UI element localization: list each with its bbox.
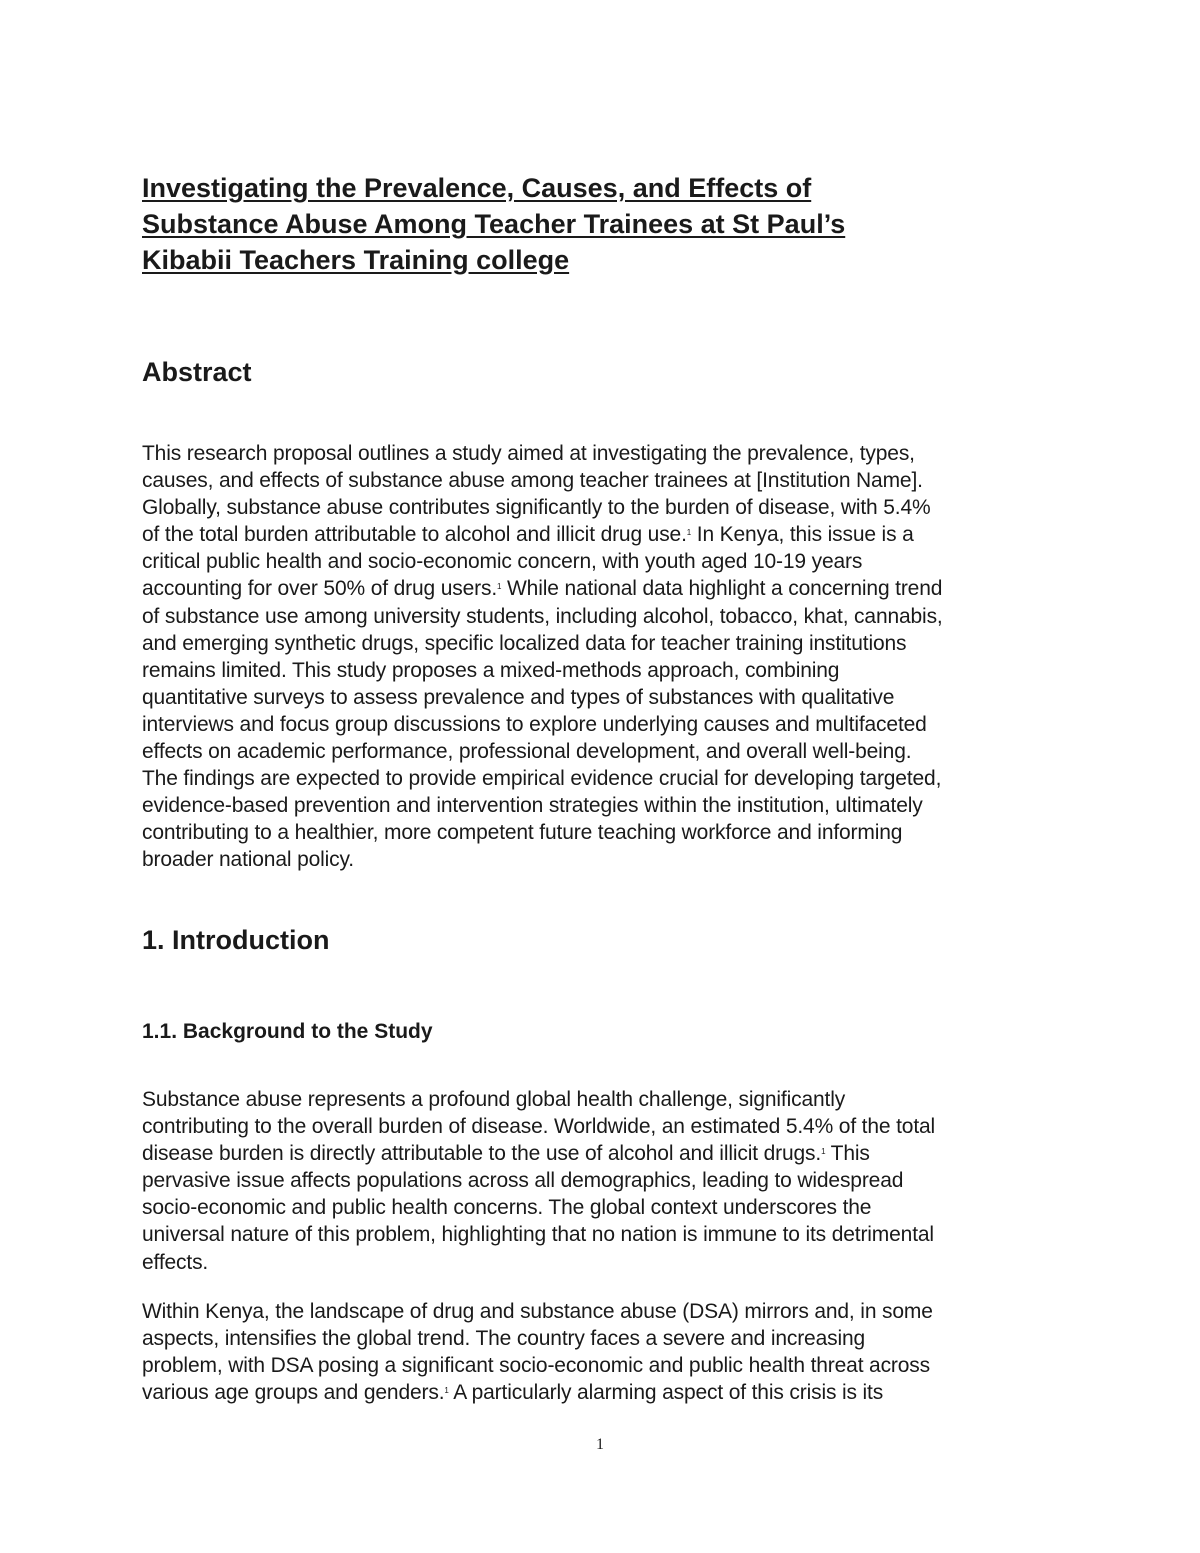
abstract-line: effects on academic performance, professional development, and overall well-being. bbox=[142, 740, 912, 764]
abstract-line: While national data highlight a concerning trend bbox=[501, 577, 943, 601]
title-line-2: Substance Abuse Among Teacher Trainees at St Paul’s bbox=[142, 209, 846, 239]
page-number: 1 bbox=[596, 1436, 604, 1453]
abstract-line: and emerging synthetic drugs, specific localized data for teacher training institutions bbox=[142, 631, 907, 655]
title-line-1: Investigating the Prevalence, Causes, and Effects of bbox=[142, 173, 812, 203]
paragraph-line: Substance abuse represents a profound global health challenge, significantly bbox=[142, 1088, 846, 1111]
abstract-line: of the total burden attributable to alcohol and illicit drug use. bbox=[142, 523, 687, 547]
footnote-marker[interactable]: 1 bbox=[686, 528, 692, 538]
document-title bbox=[142, 170, 1062, 278]
abstract-line: causes, and effects of substance abuse among teacher trainees at [Institution Name]. bbox=[142, 469, 923, 493]
paragraph-line: Within Kenya, the landscape of drug and substance abuse (DSA) mirrors and, in some bbox=[142, 1300, 933, 1323]
abstract-line: remains limited. This study proposes a mixed-methods approach, combining bbox=[142, 658, 840, 682]
abstract-line: Globally, substance abuse contributes significantly to the burden of disease, with 5.4% bbox=[142, 496, 931, 520]
introduction-heading: 1. Introduction bbox=[142, 925, 330, 955]
paragraph-line: aspects, intensifies the global trend. The country faces a severe and increasing bbox=[142, 1327, 866, 1351]
abstract-heading: Abstract bbox=[142, 357, 252, 387]
footnote-marker[interactable]: 1 bbox=[497, 582, 502, 592]
abstract-line: accounting for over 50% of drug users. bbox=[142, 577, 498, 601]
paragraph-line: universal nature of this problem, highlighting that no nation is immune to its detrimental bbox=[142, 1223, 934, 1247]
page-content bbox=[142, 170, 1062, 1405]
paragraph-line: various age groups and genders. bbox=[142, 1381, 445, 1405]
abstract-line: evidence-based prevention and intervention strategies within the institution, ultimately bbox=[142, 794, 923, 818]
footnote-marker[interactable]: 1 bbox=[444, 1386, 449, 1396]
paragraph-line: contributing to the overall burden of disease. Worldwide, an estimated 5.4% of the total bbox=[142, 1115, 936, 1139]
paragraph-line: problem, with DSA posing a significant socio-economic and public health threat across bbox=[142, 1354, 931, 1378]
abstract-line: The findings are expected to provide empirical evidence crucial for developing targeted, bbox=[142, 767, 942, 791]
paragraph-line: socio-economic and public health concerns. The global context underscores the bbox=[142, 1196, 872, 1220]
background-heading: 1.1. Background to the Study bbox=[142, 1020, 433, 1043]
abstract-line: This research proposal outlines a study aimed at investigating the prevalence, types, bbox=[142, 442, 915, 465]
abstract-line: of substance use among university students, including alcohol, tobacco, khat, cannabis, bbox=[142, 604, 943, 628]
background-paragraph-1 bbox=[142, 1086, 1062, 1276]
paragraph-line: disease burden is directly attributable to the use of alcohol and illicit drugs. bbox=[142, 1142, 822, 1166]
abstract-line: quantitative surveys to assess prevalence and types of substances with qualitative bbox=[142, 685, 895, 709]
abstract-line: In Kenya, this issue is a bbox=[691, 523, 914, 547]
abstract-line: critical public health and socio-economic concern, with youth aged 10-19 years bbox=[142, 550, 863, 574]
abstract-paragraph bbox=[142, 440, 1062, 874]
background-paragraph-2 bbox=[142, 1298, 1062, 1406]
paragraph-line: This bbox=[825, 1142, 870, 1166]
abstract-line: contributing to a healthier, more competent future teaching workforce and informing bbox=[142, 821, 903, 845]
paragraph-line: pervasive issue affects populations across all demographics, leading to widespread bbox=[142, 1169, 904, 1193]
abstract-line: interviews and focus group discussions to explore underlying causes and multifaceted bbox=[142, 712, 927, 736]
paragraph-line: A particularly alarming aspect of this crisis is its bbox=[448, 1381, 884, 1405]
paragraph-line: effects. bbox=[142, 1250, 209, 1274]
abstract-line: broader national policy. bbox=[142, 848, 354, 872]
title-line-3: Kibabii Teachers Training college bbox=[142, 245, 570, 275]
footnote-marker[interactable]: 1 bbox=[821, 1147, 826, 1157]
